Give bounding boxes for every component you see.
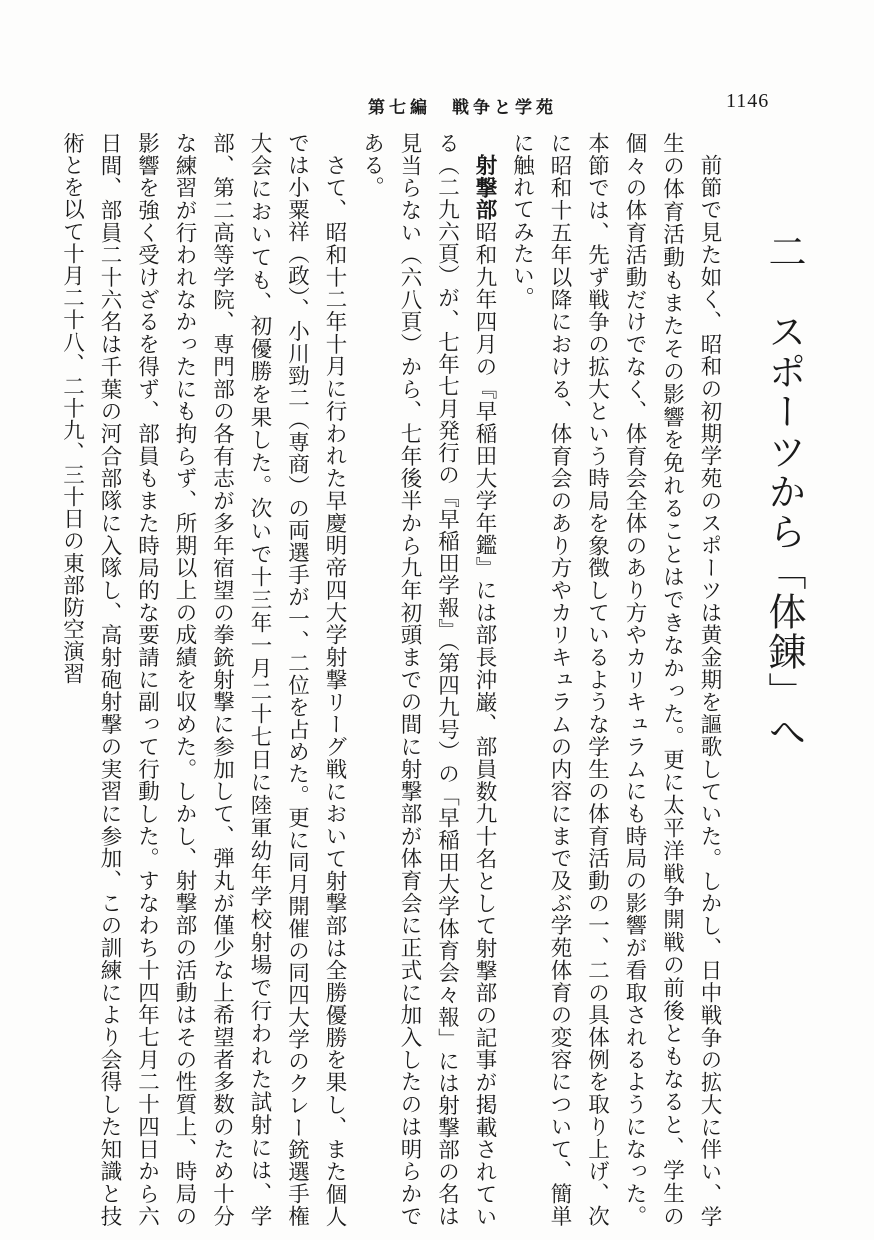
vertical-body-text bbox=[59, 132, 806, 1228]
running-head: 第七編 戦争と学苑 bbox=[368, 98, 557, 118]
closing-paragraph: さて、昭和十二年十月に行われた早慶明帝四大学射撃リーグ戦において射撃部は全勝優勝を果し、また個人では小粟祥（政）、小川勁二（専商）の両選手が一、二位を占めた。更に同月開催の同四大学のクレー銃選手権大会においても、初優勝を果した。次いで十三年一月二十七日に陸軍幼年学校射場で行われた試射には、学部、第二高等学院、専門部の各有志が多年宿望の拳銃射撃に参加して、弾丸が僅少な上希望者多数のため十分な練習が行われなかったにも拘らず、所期以上の成績を収めた。しかし、射撃部の活動はその性質上、時局の影響を強く受けざるを得ず、部員もまた時局的な要請に副って行動した。すなわち十四年七月二十四日から六日間、部員二十六名は千葉の河合部隊に入隊し、高射砲射撃の実習に参加、この訓練により会得した知識と技術とを以て十月二十八、二十九、三十日の東部防空演習 bbox=[59, 132, 347, 1227]
section-title: 二 スポーツから「体錬」へ bbox=[762, 232, 806, 752]
club-heading: 射撃部 bbox=[472, 153, 497, 221]
club-paragraph-text: 昭和九年四月の『早稲田大学年鑑』には部長沖巌、部員数九十名として射撃部の記事が掲載されている（二九六頁）が、七年七月発行の『早稲田学報』（第四九号）の「早稲田大学体育会々報」には射撃部の名は見当らない（六八頁）から、七年後半から九年初頭までの間に射撃部が体育会に正式に加入したのは明らかである。 bbox=[359, 132, 497, 1228]
page-number: 1146 bbox=[726, 90, 770, 112]
club-paragraph bbox=[353, 132, 503, 1227]
intro-paragraph: 前節で見た如く、昭和の初期学苑のスポーツは黄金期を謳歌していた。しかし、日中戦争の拡大に伴い、学生の体育活動もまたその影響を免れることはできなかった。更に太平洋戦争開戦の前後ともなると、学生の個々の体育活動だけでなく、体育会全体のあり方やカリキュラムにも時局の影響が看取されるようになった。本節では、先ず戦争の拡大という時局を象徴しているような学生の体育活動の一、二の具体例を取り上げ、次に昭和十五年以降における、体育会のあり方やカリキュラムの内容にまで及ぶ学苑体育の変容について、簡単に触れてみたい。 bbox=[509, 132, 722, 1227]
